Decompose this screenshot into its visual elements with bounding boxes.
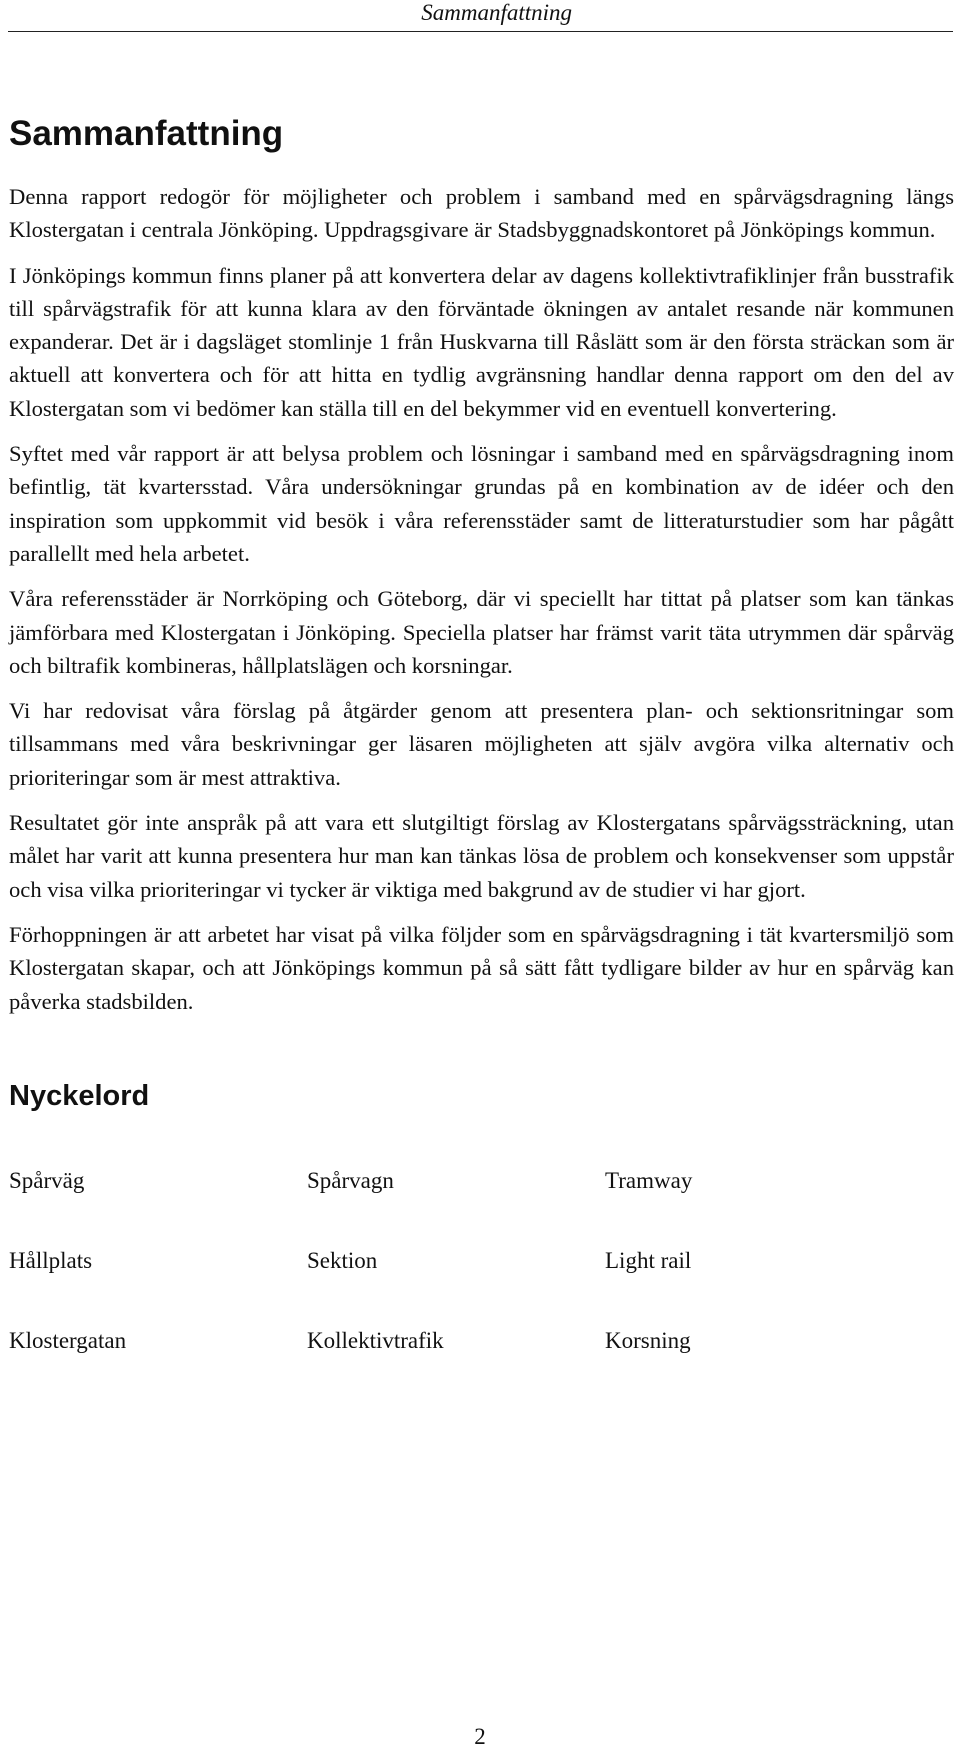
body-paragraph: Vi har redovisat våra förslag på åtgärder genom att presentera plan- och sektionsritningar som tillsammans med våra beskrivningar ger läsaren möjligheten att själv avgöra vilka alternativ och prioriteringar som är mest attraktiva. (9, 698, 954, 790)
keyword-item: Spårvagn (307, 1167, 394, 1193)
header-divider (8, 31, 953, 32)
keyword-item: Light rail (605, 1247, 692, 1273)
body-paragraph: Våra referensstäder är Norrköping och Göteborg, där vi speciellt har tittat på platser som kan tänkas jämförbara med Klostergatan i Jönköping. Speciella platser har främst varit täta utrymmen där spårväg och biltrafik kombineras, hållplatslägen och korsningar. (9, 586, 954, 678)
keyword-item: Klostergatan (9, 1327, 127, 1353)
body-paragraph: Denna rapport redogör för möjligheter och problem i samband med en spårvägsdragning längs Klostergatan i centrala Jönköping. Uppdragsgivare är Stadsbyggnadskontoret på Jönköpings kommun. (9, 184, 954, 243)
page-title: Sammanfattning (9, 114, 284, 153)
keyword-item: Kollektivtrafik (307, 1327, 444, 1353)
keywords-grid (9, 1164, 954, 1357)
keyword-item: Spårväg (9, 1167, 85, 1193)
body-paragraph: Förhoppningen är att arbetet har visat på vilka följder som en spårvägsdragning i tät kvartersmiljö som Klostergatan skapar, och att Jönköpings kommun på så sätt fått tydligare bilder av hur en spårväg kan påverka stadsbilden. (9, 921, 954, 1014)
running-header-title: Sammanfattning (421, 0, 572, 25)
body-paragraph: I Jönköpings kommun finns planer på att konvertera delar av dagens kollektivtrafiklinjer från busstrafik till spårvägstrafik för att kunna klara av den förväntade ökningen av antalet resande när kommunen expanderar. Det är i dagsläget stomlinje 1 från Huskvarna till Råslätt som är den första sträckan som är aktuell att konvertera och för att hitta en tydlig avgränsning handlar denna rapport om den del av Klostergatan som vi bedömer kan ställa till en del bekymmer vid en eventuell konvertering. (9, 262, 954, 421)
page-number: 2 (474, 1724, 486, 1749)
keyword-item: Hållplats (9, 1247, 93, 1273)
keyword-item: Sektion (307, 1247, 378, 1273)
page-content (9, 112, 954, 1357)
keyword-item: Tramway (605, 1167, 693, 1193)
body-paragraph: Resultatet gör inte anspråk på att vara ett slutgiltigt förslag av Klostergatans spårvägssträckning, utan målet har varit att kunna presentera hur man kan tänkas lösa de problem och konsekvenser som uppstår och visa vilka prioriteringar vi tycker är viktiga med bakgrund av de studier vi har gjort. (9, 810, 954, 902)
body-paragraph: Syftet med vår rapport är att belysa problem och lösningar i samband med en spårvägsdragning inom befintlig, tät kvartersstad. Våra undersökningar grundas på en kombination av de idéer och den inspiration som uppkommit vid besök i våra referensstäder samt de litteraturstudier som har pågått parallellt med hela arbetet. (9, 441, 954, 566)
keyword-item: Korsning (605, 1327, 691, 1353)
keywords-heading: Nyckelord (9, 1079, 150, 1112)
